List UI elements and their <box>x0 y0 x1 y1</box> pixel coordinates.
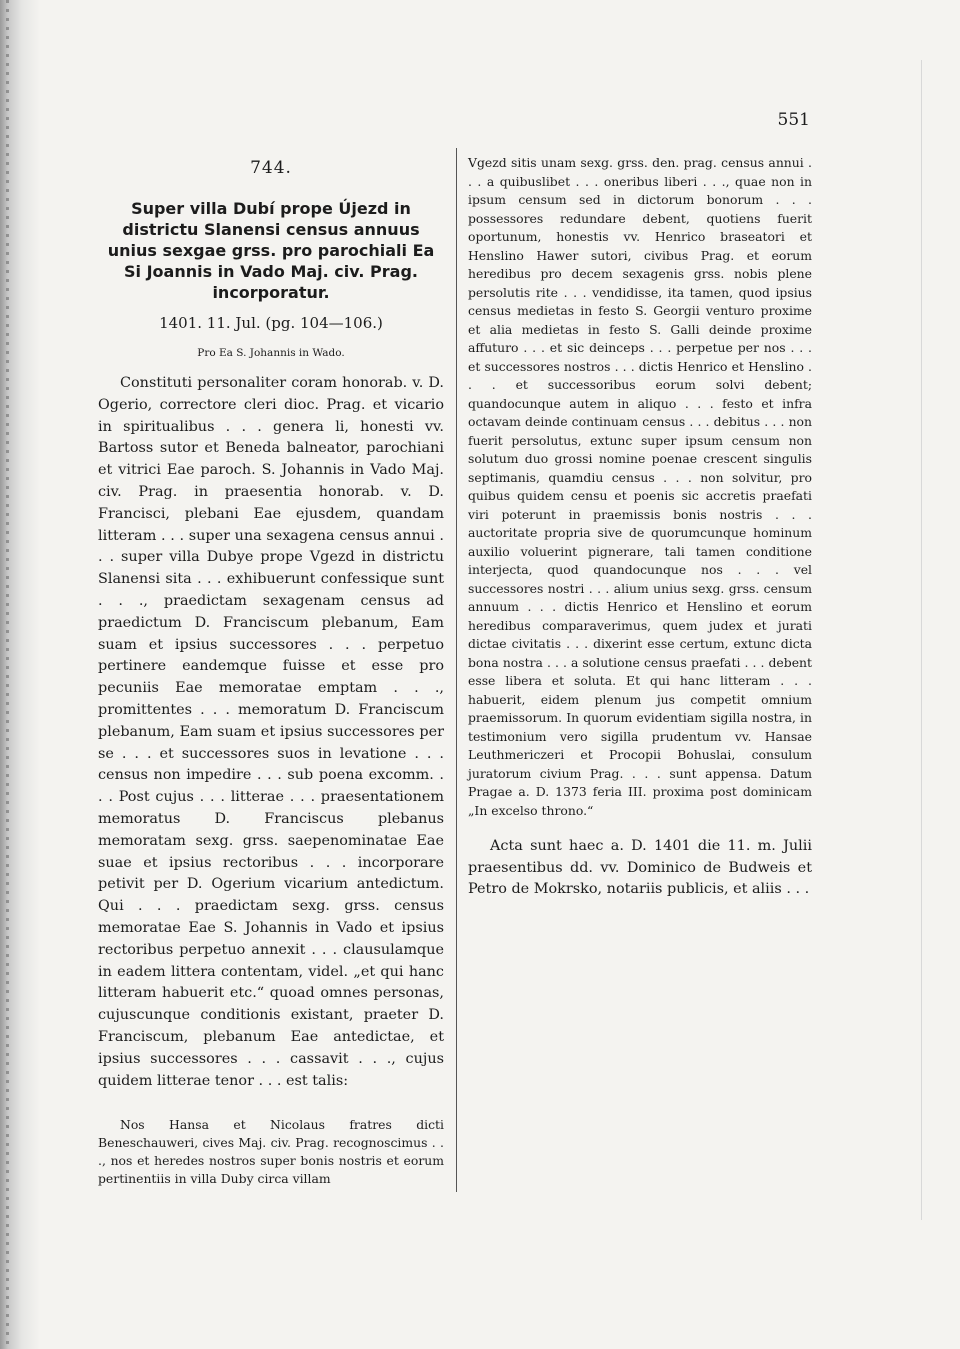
document-heading: Super villa Dubí prope Újezd in districtu Slanensi census annuus unius sexgae grss. pro parochiali Ea Si Joannis in Vado Maj. civ. Prag. incorporatur. <box>107 199 435 302</box>
date-line: 1401. 11. Jul. (pg. 104—106.) <box>159 314 383 332</box>
column-divider <box>456 148 457 1192</box>
charter-text-continued: Vgezd sitis unam sexg. grss. den. prag. census annui . . . a quibuslibet . . . oneribus liberi . . ., quae non in ipsum censum sed in dictorum bonorum . . . possessores redundare debent, quotiens fuerit oportunum, honestis vv. Henrico braseatori et Henslino Hawer sutori, civibus Prag. et eorum heredibus pro decem sexagenis grss. nobis plene persolutis rite . . . vendidisse, ita tamen, quod ipsius census medietas in festo S. Georgii venturo proxime et alia medietas in festo S. Galli deinde proxime affuturo . . . et sic deinceps . . . perpetue per nos . . . et successores nostros . . . dictis Henrico et Henslino . . . et successoribus eorum solvi debent; quandocunque autem in aliquo . . . festo et infra octavam deinde continuam census . . . debitus . . . non fuerit persolutus, extunc super ipsum censum non solutum duo grossi nomine poenae crescent singulis septimanis, quamdiu census . . . non solvitur, pro quibus quidem censu et poenis sic accretis praefati viri poterunt in praemissis bonis nostris . . . auctoritate propria sive de quorumcunque hominum auxilio voluerint pignerare, tali tamen conditione interjecta, quod quandocunque nos . . . vel successores nostri . . . alium unius sexg. grss. censum annuum . . . dictis Henrico et Henslino et eorum heredibus comparaverimus, quem judex et jurati dictae civitatis . . . dixerint esse certum, extunc dicta bona nostra . . . a solutione census praefati . . . debent esse libera et soluta. Et qui hanc litteram . . . habuerit, eidem plenum jus competit omnium praemissorum. In quorum evidentiam sigilla nostra, in testimonium vero sigilla prudentum vv. Hansae Leuthmericzeri et Procopii Bohuslai, consulum juratorum civium Prag. . . . sunt appensa. Datum Pragae a. D. 1373 feria III. proxima post dominicam „In excelso throno.“ <box>468 155 812 818</box>
left-column <box>98 158 444 1188</box>
scan-margin <box>0 0 40 1349</box>
page-number: 551 <box>777 110 810 130</box>
acta-paragraph: Acta sunt haec a. D. 1401 die 11. m. Julii praesentibus dd. vv. Dominico de Budweis et Petro de Mokrsko, notariis publicis, et aliis . . . <box>468 838 812 898</box>
caption: Pro Ea S. Johannis in Wado. <box>197 347 345 359</box>
document-number: 744. <box>250 158 292 178</box>
scan-fold-line <box>921 60 922 1220</box>
main-text: Constituti personaliter coram honorab. v. D. Ogerio, correctore cleri dioc. Prag. et vicario in spiritualibus . . . genera li, honesti vv. Bartoss sutor et Beneda balneator, parochiani et vitrici Eae paroch. S. Johannis in Vado Maj. civ. Prag. in praesentia honorab. v. D. Francisci, plebani Eae ejusdem, quandam litteram . . . super una sexagena census annui . . . super villa Dubye prope Vgezd in districtu Slanensi sita . . . exhibuerunt confessique sunt . . ., praedictam sexagenam census ad praedictum D. Franciscum plebanum, Eam suam et ipsius successores . . . perpetuo pertinere eandemque fuisse et esse pro pecuniis Eae memoratae emptam . . ., promittentes . . . memoratum D. Franciscum plebanum, Eam suam et ipsius successores per se . . . et successores suos in levatione . . . census non impedire . . . sub poena excomm. . . . Post cujus . . . litterae . . . praesentationem memoratus D. Franciscus plebanus memoratam sexg. grss. saepenominatae Eae suae et ipsius rectoribus . . . incorporare petivit per D. Ogerium vicarium antedictum. Qui . . . praedictam sexg. grss. census memoratae Eae S. Johannis in Vado et ipsius rectoribus perpetuo annexit . . . clausulamque in eadem littera contentam, videl. „et qui hanc litteram habuerit etc.“ quoad omnes personas, cujuscunque conditionis existant, praeter D. Franciscum, plebanum Eae antedictae, et ipsius successores . . . cassavit . . ., cujus quidem litterae tenor . . . est talis: <box>98 375 444 1089</box>
right-column <box>468 154 812 901</box>
charter-text-start: Nos Hansa et Nicolaus fratres dicti Beneschauweri, cives Maj. civ. Prag. recognoscimus . . ., nos et heredes nostros super bonis nostris et eorum pertinentiis in villa Duby circa villam <box>98 1117 444 1187</box>
